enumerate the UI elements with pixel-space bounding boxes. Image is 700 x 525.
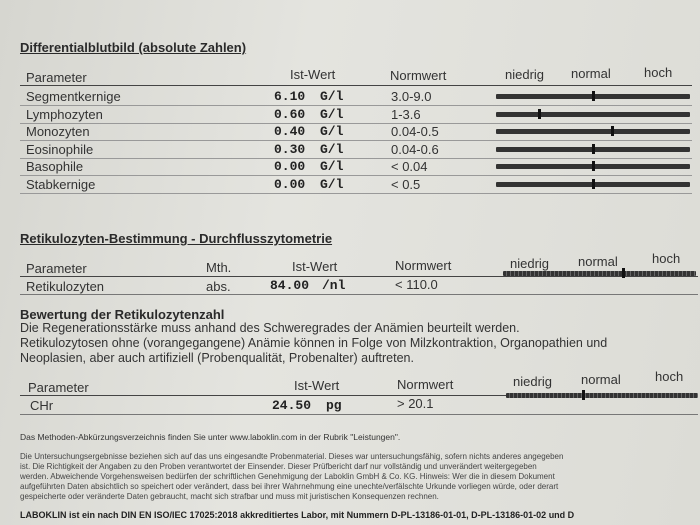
s1-row-value: 0.40 — [274, 124, 306, 139]
s3-header-low: niedrig — [513, 374, 553, 389]
s1-range-marker — [592, 179, 595, 189]
s1-row-norm: 0.04-0.5 — [391, 124, 439, 139]
s2-header-ist: Ist-Wert — [292, 259, 338, 274]
s1-range-marker — [611, 126, 614, 136]
s3-row-norm: > 20.1 — [397, 396, 434, 411]
s1-header-normal: normal — [571, 66, 611, 81]
s1-row-rule — [20, 175, 692, 176]
s1-row-value: 0.30 — [274, 142, 306, 157]
s3-text-line-2: Retikulozytosen ohne (vorangegangene) Anämie können in Folge von Milzkontraktion, Organopathien und — [20, 336, 608, 350]
s1-range-marker — [592, 144, 595, 154]
s1-header-low: niedrig — [505, 67, 545, 82]
s1-row-norm: < 0.5 — [391, 177, 421, 192]
s2-range-marker — [622, 268, 625, 278]
s1-row-unit: G/l — [320, 89, 344, 104]
s1-row-rule — [20, 140, 692, 141]
s1-header-rule — [20, 85, 692, 86]
s1-row-name: Stabkernige — [26, 177, 96, 192]
s1-range-marker — [592, 161, 595, 171]
s2-header-low: niedrig — [510, 256, 550, 271]
s1-range-marker — [538, 109, 541, 119]
s1-row-rule — [20, 193, 692, 194]
s2-row-value: 84.00 — [270, 278, 310, 293]
s1-row-rule — [20, 105, 692, 106]
s2-row-mth: abs. — [206, 279, 231, 294]
s3-header-high: hoch — [655, 369, 684, 384]
s1-row-unit: G/l — [320, 159, 344, 174]
s2-header-param: Parameter — [26, 261, 87, 276]
s3-range-marker — [582, 390, 585, 400]
s2-header-high: hoch — [652, 251, 681, 266]
s1-row-name: Lymphozyten — [26, 107, 103, 122]
footer-methods: Das Methoden-Abkürzungsverzeichnis finden Sie unter www.laboklin.com in der Rubrik "Leistungen". — [20, 432, 401, 442]
s1-row-name: Eosinophile — [26, 142, 94, 157]
section1-title: Differentialblutbild (absolute Zahlen) — [20, 40, 247, 55]
s1-row-rule — [20, 123, 692, 124]
footer-disclaimer-5: gespeicherte oder veränderte Daten gebraucht, macht sich strafbar und muss mit juristischen Konsequenzen rechnen. — [20, 492, 439, 501]
s3-text-line-1: Die Regenerationsstärke muss anhand des Schweregrades der Anämien beurteilt werden. — [20, 321, 520, 335]
s1-row-unit: G/l — [320, 177, 344, 192]
footer-accreditation: LABOKLIN ist ein nach DIN EN ISO/IEC 17025:2018 akkreditiertes Labor, mit Nummern D-PL-13186-01-01, D-PL-13186-01-02 und D — [20, 510, 575, 520]
s1-row-value: 0.00 — [274, 177, 306, 192]
s2-header-normal: normal — [578, 254, 618, 269]
s3-row-name: CHr — [30, 398, 54, 413]
s2-header-mth: Mth. — [206, 260, 232, 275]
s1-header-ist: Ist-Wert — [290, 67, 336, 82]
s1-row-norm: 3.0-9.0 — [391, 89, 432, 104]
s3-header-param: Parameter — [28, 380, 89, 395]
s2-row-rule — [20, 294, 698, 295]
s2-header-rule — [20, 276, 698, 277]
s1-row-unit: G/l — [320, 142, 344, 157]
section3-title: Bewertung der Retikulozytenzahl — [20, 307, 225, 322]
s1-header-norm: Normwert — [390, 68, 447, 83]
s1-row-norm: < 0.04 — [391, 159, 428, 174]
s1-row-value: 0.00 — [274, 159, 306, 174]
s1-range-marker — [592, 91, 595, 101]
s1-row-norm: 1-3.6 — [391, 107, 421, 122]
s3-header-normal: normal — [581, 372, 621, 387]
s2-row-norm: < 110.0 — [395, 277, 438, 292]
s3-row-unit: pg — [326, 398, 342, 413]
s1-range-bar — [496, 129, 690, 134]
s1-row-name: Basophile — [26, 159, 84, 174]
s1-row-unit: G/l — [320, 107, 344, 122]
footer-disclaimer-3: werden. Abweichende Vorgehensweisen bedürfen der schriftlichen Genehmigung der Laboklin GmbH & Co. KG. Hinweis: Wer die in diesem Dokument — [20, 472, 555, 481]
s1-row-name: Monozyten — [26, 124, 90, 139]
s3-row-rule — [20, 414, 698, 415]
s3-header-norm: Normwert — [397, 377, 454, 392]
s1-row-rule — [20, 158, 692, 159]
s2-range-bar — [503, 271, 696, 276]
s3-text-line-3: Neoplasien, aber auch artifiziell (Probenqualität, Probenalter) auftreten. — [20, 351, 414, 365]
s1-row-unit: G/l — [320, 124, 344, 139]
s3-row-value: 24.50 — [272, 398, 312, 413]
footer-disclaimer-1: Die Untersuchungsergebnisse beziehen sich auf das uns eingesandte Probenmaterial. Dieses war untersuchungsfähig, sofern nichts anderes angegeben — [20, 452, 564, 461]
s2-row-unit: /nl — [322, 278, 346, 293]
s1-header-param: Parameter — [26, 70, 87, 85]
s2-header-norm: Normwert — [395, 258, 452, 273]
s3-range-bar — [506, 393, 698, 398]
s3-header-ist: Ist-Wert — [294, 378, 340, 393]
s1-range-bar — [496, 112, 690, 117]
s2-row-name: Retikulozyten — [26, 279, 105, 294]
s1-row-value: 0.60 — [274, 107, 306, 122]
s1-row-norm: 0.04-0.6 — [391, 142, 439, 157]
footer-disclaimer-4: aufgeführten Daten absichtlich so speichert oder verändert, dass bei ihrer Wahrnehmung eine unechte/verfälschte Urkunde vorliegen würde, oder derart — [20, 482, 559, 491]
s1-row-value: 6.10 — [274, 89, 306, 104]
section2-title: Retikulozyten-Bestimmung - Durchflusszytometrie — [20, 231, 333, 246]
footer-disclaimer-2: ist. Die Richtigkeit der Angaben zu den Proben verantwortet der Einsender. Dieser Prüfbericht darf nur vollständig und unverändert weitergegeben — [20, 462, 537, 471]
s1-row-name: Segmentkernige — [26, 89, 121, 104]
s1-header-high: hoch — [644, 65, 673, 80]
